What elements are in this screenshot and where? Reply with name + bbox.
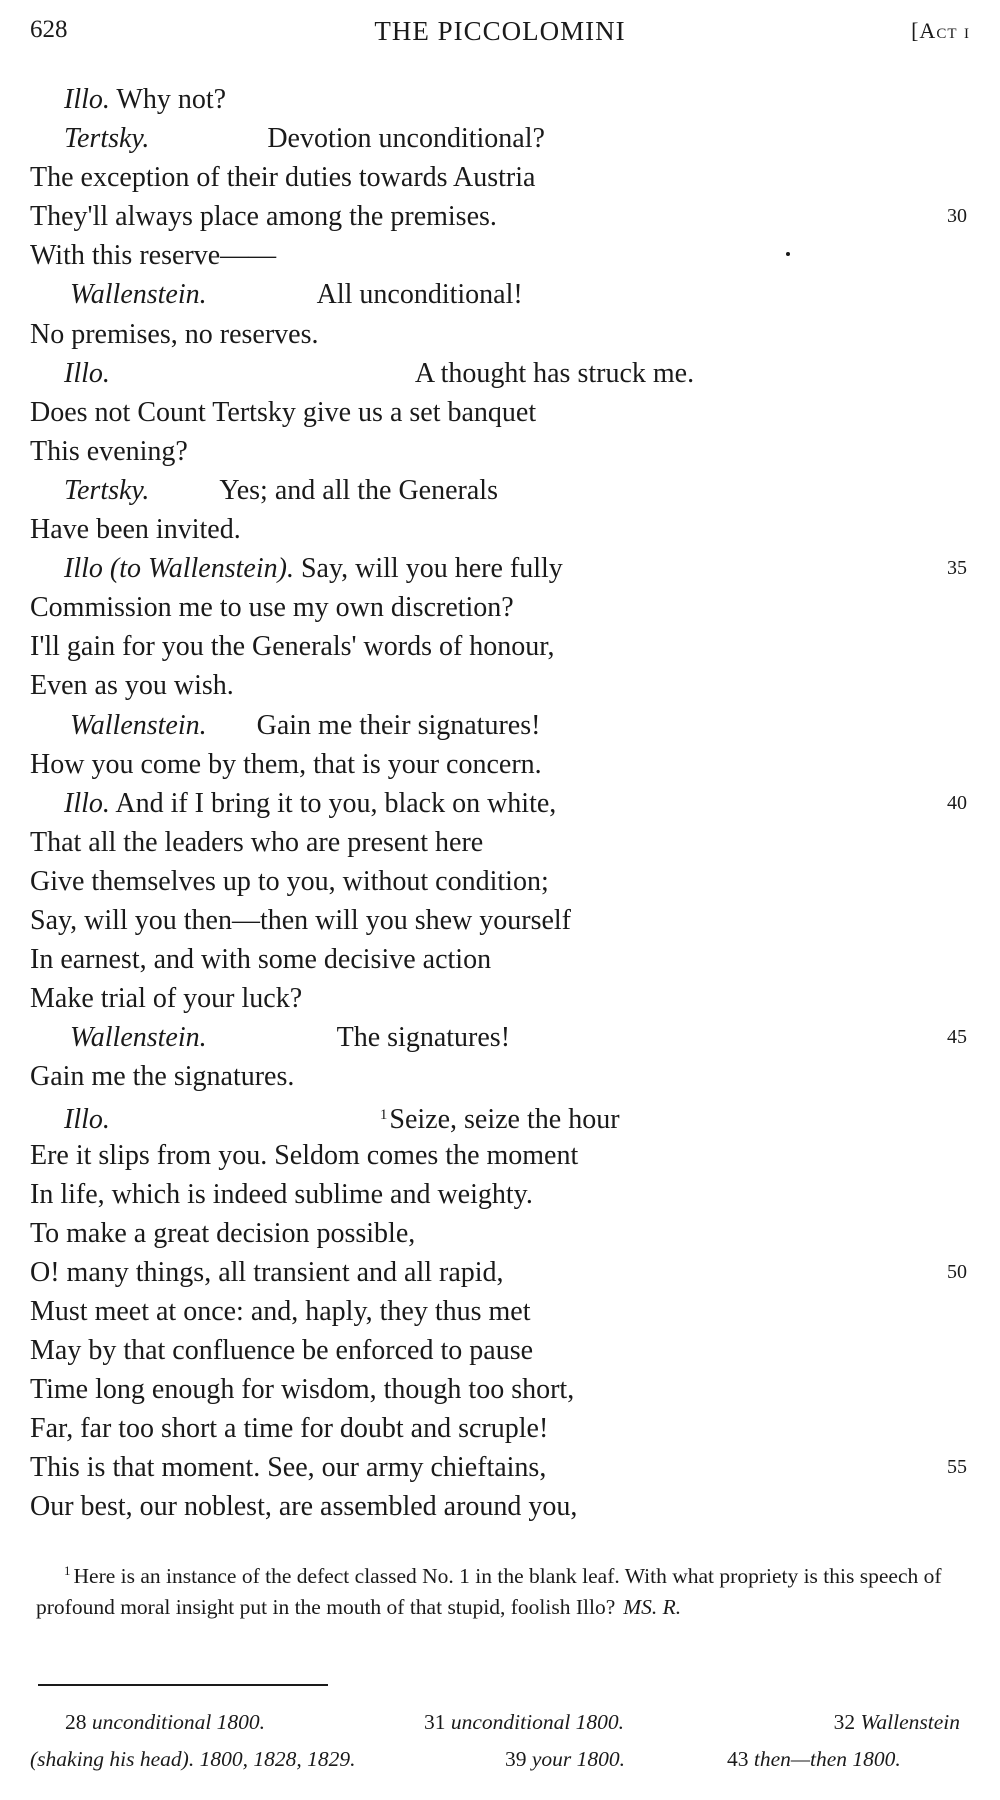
verse-line (30, 862, 970, 901)
verse-line (30, 1018, 970, 1057)
verse-line (30, 979, 970, 1018)
variant-line-number: 28 (65, 1710, 87, 1734)
page-number: 628 (30, 16, 68, 43)
line-text: All unconditional! (316, 279, 523, 311)
verse-line (30, 901, 970, 940)
variant-reading: (shaking his head). 1800, 1828, 1829. (30, 1747, 356, 1771)
verse-line (30, 275, 970, 314)
footnote (36, 1555, 956, 1623)
verse-line (30, 197, 970, 236)
line-text: Yes; and all the Generals (219, 474, 498, 506)
line-number: 40 (947, 791, 967, 814)
speaker-name: Illo. (64, 84, 110, 115)
footnote-mark: 1 (64, 1563, 71, 1578)
speaker-name: Wallenstein. (70, 1022, 207, 1054)
verse-line (30, 784, 970, 823)
verse-line (30, 471, 970, 510)
verse-line (30, 432, 970, 471)
verse-line (30, 549, 970, 588)
page-title: THE PICCOLOMINI (374, 16, 626, 46)
speaker-name: Tertsky. (64, 474, 150, 506)
footnote-source: MS. R. (623, 1595, 682, 1619)
line-text: I'll gain for you the Generals' words of honour, (30, 631, 555, 663)
line-number: 50 (947, 1260, 967, 1283)
variant-reading: Wallenstein (860, 1710, 960, 1734)
verse-line (30, 1175, 970, 1214)
verse-line (30, 706, 970, 745)
line-number: 55 (947, 1456, 967, 1479)
verse-line (30, 158, 970, 197)
speaker-name: Wallenstein. (70, 279, 207, 311)
variant-entry (424, 1704, 624, 1741)
speaker-name: Wallenstein. (70, 709, 207, 741)
line-text: Make trial of your luck? (30, 983, 303, 1015)
variant-entry (834, 1704, 960, 1741)
verse-line (30, 510, 970, 549)
variant-line-number: 31 (424, 1710, 446, 1734)
variant-reading: unconditional 1800. (91, 1710, 266, 1734)
variant-line-number: 32 (833, 1710, 856, 1734)
verse-line (30, 315, 970, 354)
line-text: Say, will you then—then will you shew yourself (30, 904, 572, 936)
verse-line (30, 1057, 970, 1096)
verse-line (30, 1136, 970, 1175)
line-text: They'll always place among the premises. (30, 201, 497, 233)
footnote-text: Here is an instance of the defect classed No. 1 in the blank leaf. With what propriety is this speech of profound moral insight put in the mouth of that stupid, foolish Illo? (36, 1564, 942, 1619)
speaker-name: Illo. (64, 787, 110, 819)
verse-line (30, 940, 970, 979)
variant-entry (505, 1741, 625, 1778)
line-text: Ere it slips from you. Seldom comes the moment (30, 1139, 579, 1171)
verse-line (30, 1409, 970, 1448)
verse-line (30, 1331, 970, 1370)
speaker-name: Illo (64, 553, 103, 585)
speaker-name: Illo. (64, 357, 110, 389)
line-text: Give themselves up to you, without condition; (30, 865, 549, 897)
line-text: Why not? (116, 84, 227, 115)
verse-line (30, 119, 970, 158)
line-text: In earnest, and with some decisive action (30, 944, 492, 976)
verse-line (30, 1370, 970, 1409)
variant-line-number: 39 (505, 1747, 527, 1771)
line-text: No premises, no reserves. (30, 318, 319, 350)
line-text: Devotion unconditional? (267, 123, 545, 155)
footnote-mark: 1 (379, 1107, 388, 1124)
running-header (30, 16, 970, 56)
line-text: Far, far too short a time for doubt and scruple! (30, 1413, 549, 1445)
line-number: 30 (947, 205, 967, 228)
verse-line (30, 588, 970, 627)
verse-line (30, 1214, 970, 1253)
footnote-divider (38, 1684, 328, 1686)
line-text: Does not Count Tertsky give us a set banquet (30, 396, 537, 428)
line-number: 45 (947, 1026, 967, 1049)
line-text: Commission me to use my own discretion? (30, 592, 514, 624)
line-text: Our best, our noblest, are assembled around you, (30, 1491, 578, 1523)
verse-line (30, 666, 970, 705)
line-text: Must meet at once: and, haply, they thus met (30, 1295, 531, 1327)
variant-reading: your 1800. (531, 1747, 626, 1771)
verse-line (30, 823, 970, 862)
line-text: The exception of their duties towards Austria (30, 162, 536, 194)
verse-line (30, 1487, 970, 1526)
variant-row (30, 1704, 960, 1741)
verse-line (30, 745, 970, 784)
line-text: Gain me the signatures. (30, 1061, 295, 1093)
line-text: And if I bring it to you, black on white, (115, 787, 557, 819)
stage-direction: (to Wallenstein). (109, 553, 294, 585)
verse-line (30, 1096, 970, 1135)
line-text: In life, which is indeed sublime and weighty. (30, 1178, 533, 1210)
stray-dot (786, 252, 790, 256)
line-text: This evening? (30, 435, 188, 467)
variant-line-number: 43 (727, 1747, 749, 1771)
line-text: A thought has struck me. (414, 357, 695, 389)
speaker-name: Illo. (64, 1104, 110, 1136)
variant-row (30, 1741, 960, 1778)
verse-line (30, 1292, 970, 1331)
variant-reading: unconditional 1800. (450, 1710, 625, 1734)
line-text: May by that confluence be enforced to pause (30, 1335, 534, 1366)
line-text: Seize, seize the hour (389, 1104, 620, 1136)
line-text: Have been invited. (30, 514, 241, 546)
speaker-name: Tertsky. (64, 123, 150, 155)
variant-entry (727, 1741, 901, 1778)
verse-line (30, 1253, 970, 1292)
act-marker (911, 18, 970, 44)
line-text: Time long enough for wisdom, though too short, (30, 1374, 575, 1406)
variant-reading: then—then 1800. (753, 1747, 901, 1771)
line-text: The signatures! (336, 1022, 511, 1054)
variant-readings (30, 1704, 960, 1778)
line-text: With this reserve—— (30, 240, 277, 272)
variant-entry (65, 1704, 265, 1741)
line-text: Gain me their signatures! (256, 709, 541, 741)
verse-line (30, 354, 970, 393)
verse-line (30, 1448, 970, 1487)
line-text: This is that moment. See, our army chieftains, (30, 1452, 547, 1484)
verse-line (30, 627, 970, 666)
act-marker-text: [Act i (911, 18, 970, 43)
verse-text (30, 80, 970, 1526)
line-number: 35 (947, 557, 967, 580)
line-text: To make a great decision possible, (30, 1217, 416, 1249)
verse-line (30, 393, 970, 432)
verse-line (30, 80, 970, 119)
line-text: O! many things, all transient and all rapid, (30, 1256, 504, 1288)
line-text: Even as you wish. (30, 670, 234, 702)
line-text: Say, will you here fully (300, 553, 563, 585)
verse-line (30, 236, 970, 275)
line-text: How you come by them, that is your concern. (30, 748, 542, 780)
line-text: That all the leaders who are present here (30, 826, 484, 858)
